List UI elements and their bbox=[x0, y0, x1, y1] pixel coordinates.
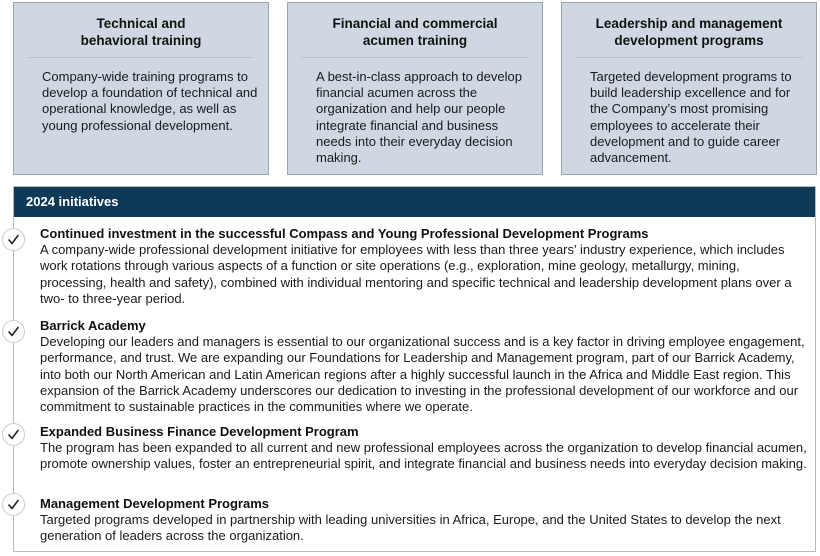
initiative-title: Expanded Business Finance Development Program bbox=[40, 424, 359, 439]
initiative-title: Barrick Academy bbox=[40, 318, 146, 333]
initiative-item bbox=[40, 226, 807, 307]
card-body: Company-wide training programs to develop a foundation of technical and operational knowledge, as well as young professional development. bbox=[42, 69, 258, 133]
checkmark-icon bbox=[2, 228, 25, 251]
card-technical-training bbox=[13, 2, 269, 175]
card-divider bbox=[302, 57, 528, 58]
initiative-description: A company-wide professional development initiative for employees with less than three years’ industry experience, which includes work rotations through various aspects of a function or site operations (e.g., exploration, mine geology, metallurgy, mining, processing, health and safety), combined with individual mentoring and specific technical and leadership development plans over a two- to three-year period. bbox=[40, 242, 792, 306]
initiative-title: Management Development Programs bbox=[40, 496, 270, 511]
card-divider bbox=[28, 57, 254, 58]
card-divider bbox=[576, 57, 802, 58]
checkmark-icon bbox=[2, 423, 25, 446]
checkmark-icon bbox=[2, 320, 25, 343]
initiative-item bbox=[40, 496, 807, 545]
initiative-title: Continued investment in the successful Compass and Young Professional Development Programs bbox=[40, 226, 649, 241]
card-body: A best-in-class approach to develop financial acumen across the organization and help our people integrate financial and business needs into their everyday decision making. bbox=[316, 69, 522, 166]
card-leadership-programs bbox=[561, 2, 817, 175]
checkmark-icon bbox=[2, 493, 25, 516]
initiative-description: Targeted programs developed in partnership with leading universities in Africa, Europe, and the United States to develop the next generation of leaders across the organization. bbox=[40, 512, 781, 544]
card-title: Financial and commercial acumen training bbox=[332, 16, 498, 48]
card-body: Targeted development programs to build leadership excellence and for the Company’s most promising employees to accelerate their development and to guide career advancement. bbox=[590, 69, 792, 166]
initiative-item bbox=[40, 424, 807, 473]
initiatives-header: 2024 initiatives bbox=[14, 187, 815, 217]
initiative-description: The program has been expanded to all current and new professional employees across the organization to develop financial acumen, promote ownership values, foster an entrepreneurial spirit, and integrate financial and business needs into everyday decision making. bbox=[40, 440, 807, 472]
card-financial-training bbox=[287, 2, 543, 175]
initiative-item bbox=[40, 318, 807, 415]
card-title: Technical and behavioral training bbox=[80, 16, 202, 48]
initiative-description: Developing our leaders and managers is essential to our organizational success and is a key factor in driving employee engagement, performance, and trust. We are expanding our Foundations for Leadership and Management program, part of our Barrick Academy, into both our North American and Latin American regions after a highly successful launch in the Africa and Middle East region. This expansion of the Barrick Academy underscores our dedication to investing in the professional development of our workforce and our commitment to sustainable practices in the communities where we operate. bbox=[40, 334, 805, 415]
card-title: Leadership and management development programs bbox=[595, 16, 783, 48]
initiatives-panel bbox=[13, 186, 816, 552]
